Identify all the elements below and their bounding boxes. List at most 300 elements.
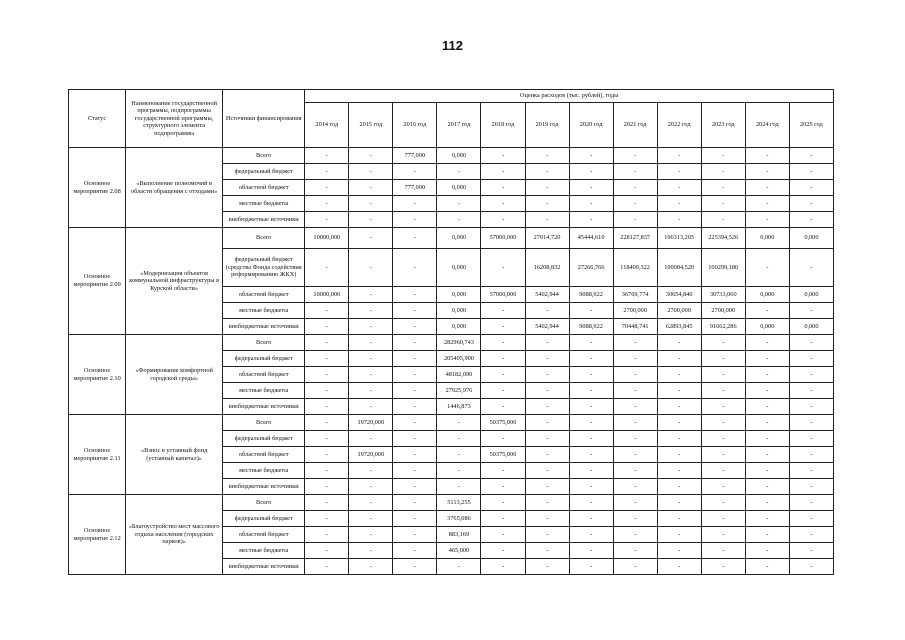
amount-cell: -: [481, 180, 525, 196]
amount-cell: -: [525, 399, 569, 415]
measure-name-cell: «Формирование комфортной городской среды»: [126, 335, 223, 415]
amount-cell: -: [701, 212, 745, 228]
amount-cell: -: [657, 335, 701, 351]
amount-cell: 0,000: [437, 319, 481, 335]
amount-cell: -: [349, 196, 393, 212]
amount-cell: -: [613, 351, 657, 367]
amount-cell: 0,000: [437, 228, 481, 249]
year-header: 2015 год: [349, 103, 393, 148]
amount-cell: 30654,840: [657, 287, 701, 303]
amount-cell: -: [349, 319, 393, 335]
amount-cell: -: [789, 543, 833, 559]
amount-cell: -: [657, 351, 701, 367]
amount-cell: -: [305, 303, 349, 319]
amount-cell: -: [349, 351, 393, 367]
amount-cell: 50375,000: [481, 447, 525, 463]
amount-cell: -: [349, 148, 393, 164]
amount-cell: -: [393, 287, 437, 303]
amount-cell: -: [569, 180, 613, 196]
amount-cell: -: [481, 511, 525, 527]
amount-cell: -: [349, 527, 393, 543]
amount-cell: -: [657, 447, 701, 463]
amount-cell: -: [789, 351, 833, 367]
header-name: Наименование государственной программы, подпрограммы государственной программы, структурного элемента подпрограммы: [126, 90, 223, 148]
amount-cell: -: [393, 351, 437, 367]
amount-cell: -: [481, 196, 525, 212]
amount-cell: -: [393, 543, 437, 559]
amount-cell: -: [481, 212, 525, 228]
amount-cell: -: [745, 479, 789, 495]
amount-cell: -: [745, 303, 789, 319]
amount-cell: -: [789, 148, 833, 164]
status-cell: Основное мероприятие 2.11: [69, 415, 126, 495]
table-row: [69, 148, 834, 164]
year-header: 2020 год: [569, 103, 613, 148]
amount-cell: 100084,520: [657, 249, 701, 287]
amount-cell: -: [305, 148, 349, 164]
amount-cell: -: [569, 447, 613, 463]
amount-cell: -: [701, 511, 745, 527]
amount-cell: -: [393, 559, 437, 575]
amount-cell: -: [349, 479, 393, 495]
amount-cell: -: [701, 463, 745, 479]
amount-cell: -: [745, 164, 789, 180]
amount-cell: -: [525, 383, 569, 399]
amount-cell: 36769,774: [613, 287, 657, 303]
amount-cell: 19720,000: [349, 415, 393, 431]
amount-cell: -: [305, 415, 349, 431]
amount-cell: -: [349, 431, 393, 447]
amount-cell: -: [525, 335, 569, 351]
budget-table: [68, 89, 834, 575]
measure-name-cell: «Выполнение полномочий в области обращения с отходами»: [126, 148, 223, 228]
amount-cell: -: [437, 447, 481, 463]
amount-cell: 5402,944: [525, 319, 569, 335]
amount-cell: -: [481, 164, 525, 180]
amount-cell: 0,000: [745, 228, 789, 249]
amount-cell: -: [393, 495, 437, 511]
amount-cell: -: [393, 447, 437, 463]
amount-cell: -: [481, 479, 525, 495]
amount-cell: -: [393, 511, 437, 527]
amount-cell: -: [525, 495, 569, 511]
amount-cell: -: [745, 415, 789, 431]
amount-cell: 777,000: [393, 148, 437, 164]
funding-source-cell: областной бюджет: [223, 287, 305, 303]
amount-cell: -: [569, 527, 613, 543]
amount-cell: -: [437, 479, 481, 495]
amount-cell: -: [613, 335, 657, 351]
header-sources: Источники финансирования: [223, 90, 305, 148]
amount-cell: -: [613, 415, 657, 431]
amount-cell: -: [657, 543, 701, 559]
amount-cell: -: [789, 495, 833, 511]
header-estimate: Оценка расходов (тыс. рублей), годы: [305, 90, 834, 103]
amount-cell: -: [701, 164, 745, 180]
year-header: 2017 год: [437, 103, 481, 148]
amount-cell: -: [349, 249, 393, 287]
amount-cell: -: [305, 164, 349, 180]
funding-source-cell: местные бюджеты: [223, 463, 305, 479]
amount-cell: 45444,610: [569, 228, 613, 249]
funding-source-cell: Всего: [223, 228, 305, 249]
amount-cell: -: [437, 463, 481, 479]
amount-cell: -: [525, 511, 569, 527]
year-header: 2019 год: [525, 103, 569, 148]
amount-cell: -: [525, 463, 569, 479]
amount-cell: -: [349, 335, 393, 351]
amount-cell: -: [305, 249, 349, 287]
amount-cell: -: [657, 148, 701, 164]
amount-cell: -: [481, 543, 525, 559]
amount-cell: -: [569, 212, 613, 228]
table-row: [69, 495, 834, 511]
amount-cell: 9088,922: [569, 287, 613, 303]
amount-cell: -: [481, 431, 525, 447]
amount-cell: 10000,000: [305, 287, 349, 303]
amount-cell: -: [393, 399, 437, 415]
amount-cell: -: [525, 447, 569, 463]
amount-cell: -: [613, 463, 657, 479]
amount-cell: 2700,000: [657, 303, 701, 319]
amount-cell: -: [305, 543, 349, 559]
year-header: 2021 год: [613, 103, 657, 148]
amount-cell: -: [613, 559, 657, 575]
amount-cell: -: [745, 180, 789, 196]
amount-cell: -: [657, 399, 701, 415]
amount-cell: -: [657, 196, 701, 212]
amount-cell: 0,000: [437, 180, 481, 196]
amount-cell: 282960,743: [437, 335, 481, 351]
amount-cell: 0,000: [437, 249, 481, 287]
funding-source-cell: областной бюджет: [223, 367, 305, 383]
amount-cell: -: [525, 559, 569, 575]
amount-cell: -: [525, 543, 569, 559]
amount-cell: -: [437, 164, 481, 180]
amount-cell: 0,000: [789, 319, 833, 335]
amount-cell: -: [569, 431, 613, 447]
funding-source-cell: федеральный бюджет: [223, 431, 305, 447]
amount-cell: -: [393, 196, 437, 212]
amount-cell: -: [789, 447, 833, 463]
amount-cell: -: [349, 164, 393, 180]
amount-cell: -: [789, 303, 833, 319]
funding-source-cell: федеральный бюджет: [223, 511, 305, 527]
amount-cell: 70448,741: [613, 319, 657, 335]
amount-cell: -: [569, 399, 613, 415]
amount-cell: 16208,832: [525, 249, 569, 287]
amount-cell: -: [657, 415, 701, 431]
amount-cell: -: [393, 212, 437, 228]
amount-cell: -: [701, 399, 745, 415]
funding-source-cell: Всего: [223, 415, 305, 431]
amount-cell: -: [305, 511, 349, 527]
amount-cell: 10000,000: [305, 228, 349, 249]
amount-cell: -: [525, 431, 569, 447]
amount-cell: -: [393, 463, 437, 479]
amount-cell: -: [789, 559, 833, 575]
amount-cell: -: [701, 431, 745, 447]
year-header: 2018 год: [481, 103, 525, 148]
status-cell: Основное мероприятие 2.10: [69, 335, 126, 415]
amount-cell: -: [789, 164, 833, 180]
amount-cell: -: [349, 495, 393, 511]
amount-cell: -: [657, 511, 701, 527]
amount-cell: -: [305, 319, 349, 335]
amount-cell: 465,000: [437, 543, 481, 559]
amount-cell: -: [789, 180, 833, 196]
amount-cell: -: [305, 527, 349, 543]
amount-cell: 0,000: [437, 287, 481, 303]
amount-cell: 0,000: [437, 148, 481, 164]
amount-cell: -: [393, 367, 437, 383]
funding-source-cell: федеральный бюджет (средства Фонда содействия реформированию ЖКХ): [223, 249, 305, 287]
amount-cell: -: [789, 511, 833, 527]
amount-cell: -: [613, 180, 657, 196]
page-number: 112: [442, 38, 463, 53]
amount-cell: -: [789, 399, 833, 415]
amount-cell: -: [613, 495, 657, 511]
funding-source-cell: областной бюджет: [223, 527, 305, 543]
amount-cell: -: [481, 495, 525, 511]
amount-cell: -: [481, 351, 525, 367]
amount-cell: 118409,322: [613, 249, 657, 287]
amount-cell: 9088,922: [569, 319, 613, 335]
amount-cell: -: [789, 527, 833, 543]
amount-cell: -: [701, 447, 745, 463]
amount-cell: -: [657, 383, 701, 399]
amount-cell: -: [789, 415, 833, 431]
amount-cell: -: [525, 479, 569, 495]
amount-cell: -: [349, 543, 393, 559]
amount-cell: 2700,000: [701, 303, 745, 319]
amount-cell: -: [657, 527, 701, 543]
amount-cell: -: [745, 196, 789, 212]
amount-cell: -: [613, 527, 657, 543]
amount-cell: 0,000: [789, 228, 833, 249]
amount-cell: 2700,000: [613, 303, 657, 319]
amount-cell: -: [305, 559, 349, 575]
year-header: 2023 год: [701, 103, 745, 148]
amount-cell: -: [613, 148, 657, 164]
amount-cell: -: [613, 431, 657, 447]
amount-cell: -: [613, 399, 657, 415]
amount-cell: -: [789, 463, 833, 479]
amount-cell: -: [305, 463, 349, 479]
amount-cell: -: [525, 180, 569, 196]
amount-cell: -: [701, 335, 745, 351]
funding-source-cell: внебюджетные источники: [223, 399, 305, 415]
amount-cell: 57000,000: [481, 287, 525, 303]
funding-source-cell: Всего: [223, 148, 305, 164]
amount-cell: 1446,873: [437, 399, 481, 415]
amount-cell: -: [701, 383, 745, 399]
amount-cell: -: [657, 559, 701, 575]
amount-cell: -: [745, 511, 789, 527]
funding-source-cell: областной бюджет: [223, 180, 305, 196]
amount-cell: -: [613, 212, 657, 228]
amount-cell: -: [525, 367, 569, 383]
amount-cell: -: [481, 148, 525, 164]
amount-cell: -: [745, 447, 789, 463]
amount-cell: -: [701, 351, 745, 367]
amount-cell: -: [657, 212, 701, 228]
amount-cell: -: [349, 303, 393, 319]
amount-cell: 91662,286: [701, 319, 745, 335]
amount-cell: -: [745, 399, 789, 415]
amount-cell: 0,000: [789, 287, 833, 303]
amount-cell: -: [437, 415, 481, 431]
amount-cell: -: [437, 559, 481, 575]
amount-cell: -: [745, 383, 789, 399]
funding-source-cell: внебюджетные источники: [223, 319, 305, 335]
amount-cell: 27266,766: [569, 249, 613, 287]
amount-cell: -: [393, 164, 437, 180]
amount-cell: -: [393, 415, 437, 431]
funding-source-cell: областной бюджет: [223, 447, 305, 463]
table-row: [69, 228, 834, 249]
amount-cell: -: [481, 399, 525, 415]
status-cell: Основное мероприятие 2.12: [69, 495, 126, 575]
amount-cell: -: [613, 367, 657, 383]
amount-cell: -: [701, 415, 745, 431]
amount-cell: -: [393, 303, 437, 319]
amount-cell: -: [481, 559, 525, 575]
funding-source-cell: федеральный бюджет: [223, 164, 305, 180]
amount-cell: -: [657, 463, 701, 479]
year-header: 2016 год: [393, 103, 437, 148]
amount-cell: -: [481, 463, 525, 479]
amount-cell: -: [525, 415, 569, 431]
amount-cell: -: [305, 383, 349, 399]
amount-cell: -: [613, 511, 657, 527]
amount-cell: -: [613, 164, 657, 180]
amount-cell: 225394,526: [701, 228, 745, 249]
amount-cell: -: [393, 249, 437, 287]
amount-cell: -: [701, 196, 745, 212]
amount-cell: -: [745, 212, 789, 228]
amount-cell: -: [789, 479, 833, 495]
amount-cell: -: [745, 495, 789, 511]
funding-source-cell: Всего: [223, 495, 305, 511]
amount-cell: -: [481, 249, 525, 287]
amount-cell: -: [305, 335, 349, 351]
amount-cell: -: [569, 463, 613, 479]
amount-cell: -: [569, 303, 613, 319]
amount-cell: -: [525, 303, 569, 319]
amount-cell: -: [569, 351, 613, 367]
amount-cell: -: [305, 351, 349, 367]
funding-source-cell: внебюджетные источники: [223, 212, 305, 228]
amount-cell: -: [789, 249, 833, 287]
amount-cell: 777,000: [393, 180, 437, 196]
amount-cell: -: [349, 463, 393, 479]
funding-source-cell: Всего: [223, 335, 305, 351]
amount-cell: -: [305, 212, 349, 228]
amount-cell: -: [569, 335, 613, 351]
status-cell: Основное мероприятие 2.08: [69, 148, 126, 228]
amount-cell: -: [789, 212, 833, 228]
header-status: Статус: [69, 90, 126, 148]
year-header: 2024 год: [745, 103, 789, 148]
amount-cell: -: [701, 367, 745, 383]
funding-source-cell: местные бюджеты: [223, 303, 305, 319]
amount-cell: -: [525, 527, 569, 543]
amount-cell: 196313,205: [657, 228, 701, 249]
status-cell: Основное мероприятие 2.09: [69, 228, 126, 335]
measure-name-cell: «Благоустройство мест массового отдыха населения (городских парков)»: [126, 495, 223, 575]
amount-cell: -: [701, 527, 745, 543]
amount-cell: 883,169: [437, 527, 481, 543]
amount-cell: -: [569, 164, 613, 180]
amount-cell: -: [613, 479, 657, 495]
amount-cell: -: [437, 431, 481, 447]
amount-cell: -: [745, 351, 789, 367]
amount-cell: -: [525, 148, 569, 164]
amount-cell: -: [393, 335, 437, 351]
amount-cell: -: [437, 196, 481, 212]
amount-cell: -: [349, 559, 393, 575]
amount-cell: -: [569, 559, 613, 575]
amount-cell: -: [305, 479, 349, 495]
amount-cell: -: [613, 447, 657, 463]
amount-cell: -: [657, 431, 701, 447]
amount-cell: -: [349, 399, 393, 415]
amount-cell: -: [349, 383, 393, 399]
amount-cell: -: [701, 559, 745, 575]
amount-cell: 5402,944: [525, 287, 569, 303]
amount-cell: 0,000: [437, 303, 481, 319]
amount-cell: -: [481, 335, 525, 351]
amount-cell: -: [305, 180, 349, 196]
year-header: 2014 год: [305, 103, 349, 148]
amount-cell: -: [789, 196, 833, 212]
amount-cell: -: [393, 479, 437, 495]
amount-cell: -: [613, 383, 657, 399]
amount-cell: -: [657, 495, 701, 511]
amount-cell: -: [745, 559, 789, 575]
amount-cell: -: [745, 431, 789, 447]
amount-cell: -: [745, 249, 789, 287]
amount-cell: -: [393, 383, 437, 399]
amount-cell: 100299,180: [701, 249, 745, 287]
amount-cell: -: [569, 415, 613, 431]
amount-cell: -: [437, 212, 481, 228]
funding-source-cell: внебюджетные источники: [223, 559, 305, 575]
table-row: [69, 335, 834, 351]
amount-cell: 19720,000: [349, 447, 393, 463]
amount-cell: -: [745, 335, 789, 351]
amount-cell: -: [349, 511, 393, 527]
amount-cell: -: [525, 164, 569, 180]
amount-cell: -: [701, 148, 745, 164]
amount-cell: -: [393, 527, 437, 543]
amount-cell: -: [569, 511, 613, 527]
table-row: [69, 415, 834, 431]
amount-cell: -: [525, 212, 569, 228]
amount-cell: 5113,255: [437, 495, 481, 511]
amount-cell: -: [349, 287, 393, 303]
amount-cell: 50375,000: [481, 415, 525, 431]
amount-cell: -: [657, 367, 701, 383]
amount-cell: -: [569, 196, 613, 212]
amount-cell: -: [569, 479, 613, 495]
amount-cell: 228127,837: [613, 228, 657, 249]
amount-cell: 30733,060: [701, 287, 745, 303]
amount-cell: -: [701, 180, 745, 196]
amount-cell: 3765,086: [437, 511, 481, 527]
amount-cell: -: [745, 148, 789, 164]
